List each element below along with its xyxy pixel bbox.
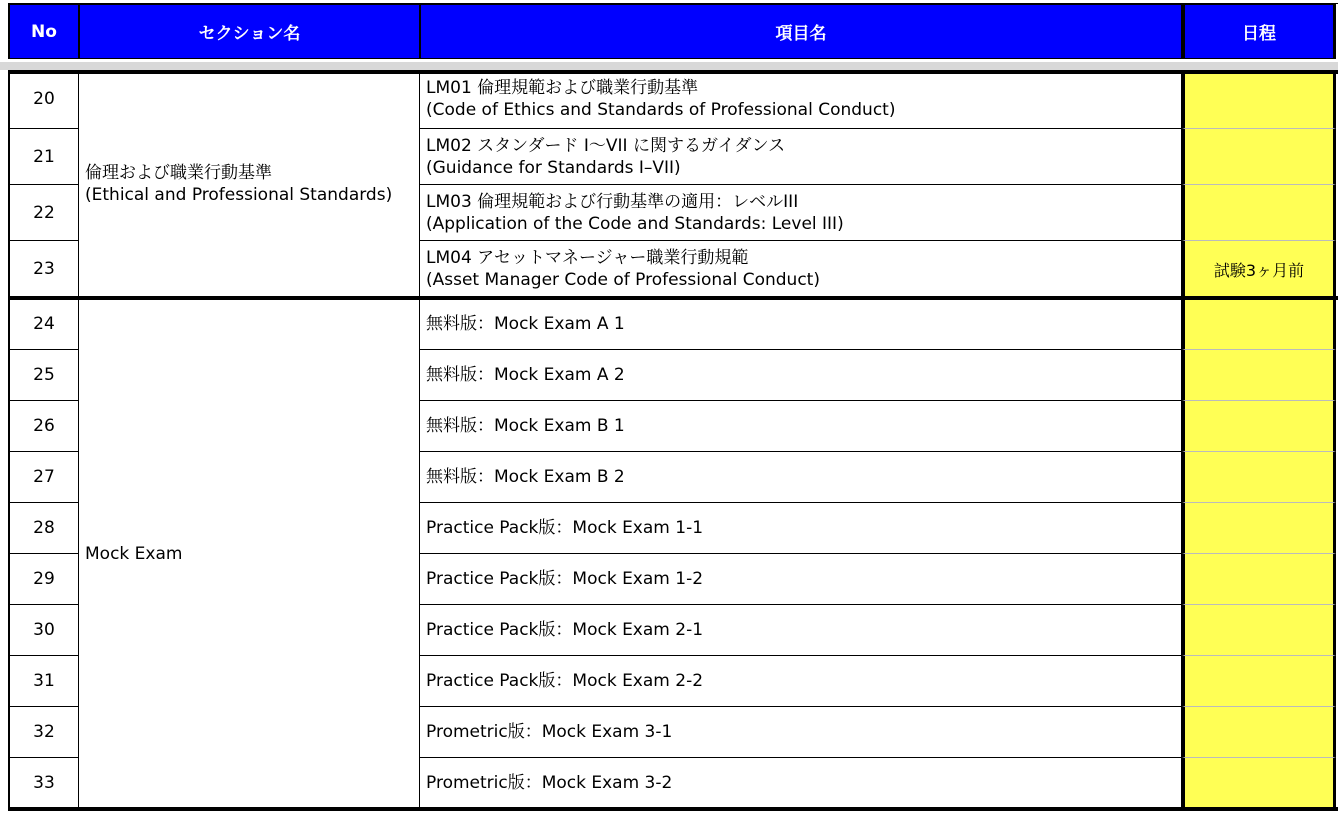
row-number[interactable]: 26	[8, 401, 79, 452]
schedule-cell[interactable]	[1182, 656, 1336, 707]
row-number[interactable]: 30	[8, 605, 79, 656]
item-title: 無料版：Mock Exam B 1	[426, 416, 625, 436]
item-cell[interactable]	[420, 707, 1182, 758]
schedule-cell[interactable]	[1182, 350, 1336, 401]
item-cell[interactable]	[420, 554, 1182, 605]
item-cell[interactable]	[420, 758, 1182, 809]
section-cell-ethics[interactable]	[79, 70, 420, 298]
section-name-ja: Mock Exam	[85, 543, 183, 564]
item-cell[interactable]	[420, 605, 1182, 656]
section-divider	[8, 807, 1338, 811]
top-thick-border	[8, 70, 1338, 74]
item-title: LM03 倫理規範および行動基準の適用：レベルIII	[426, 191, 799, 212]
row-number[interactable]: 33	[8, 758, 79, 809]
schedule-cell[interactable]	[1182, 298, 1336, 350]
schedule-cell[interactable]	[1182, 401, 1336, 452]
item-cell[interactable]	[420, 129, 1182, 185]
schedule-cell[interactable]	[1182, 70, 1336, 129]
section-name-en: (Ethical and Professional Standards)	[85, 185, 393, 205]
schedule-cell[interactable]	[1182, 758, 1336, 809]
item-cell[interactable]	[420, 656, 1182, 707]
row-number[interactable]: 23	[8, 241, 79, 298]
row-number[interactable]: 25	[8, 350, 79, 401]
header-gap	[0, 62, 1338, 70]
item-subtitle: (Asset Manager Code of Professional Conduct)	[426, 270, 820, 290]
item-subtitle: (Code of Ethics and Standards of Professional Conduct)	[426, 100, 896, 120]
table-header	[0, 0, 1338, 62]
item-title: Practice Pack版：Mock Exam 2-1	[426, 620, 704, 640]
item-title: 無料版：Mock Exam A 1	[426, 313, 625, 334]
item-title: LM02 スタンダード I〜VII に関するガイダンス	[426, 135, 786, 156]
header-schedule[interactable]: 日程	[1182, 4, 1336, 59]
row-number[interactable]: 31	[8, 656, 79, 707]
item-cell[interactable]	[420, 70, 1182, 129]
schedule-cell[interactable]	[1182, 554, 1336, 605]
item-title: LM01 倫理規範および職業行動基準	[426, 78, 699, 98]
item-cell[interactable]	[420, 452, 1182, 503]
row-number[interactable]: 29	[8, 554, 79, 605]
row-number[interactable]: 24	[8, 298, 79, 350]
item-cell[interactable]	[420, 350, 1182, 401]
item-subtitle: (Application of the Code and Standards: Level III)	[426, 213, 844, 234]
spreadsheet-grid	[0, 70, 1338, 814]
schedule-cell[interactable]	[1182, 707, 1336, 758]
item-cell[interactable]	[420, 298, 1182, 350]
item-title: Practice Pack版：Mock Exam 1-2	[426, 569, 704, 589]
row-number[interactable]: 22	[8, 185, 79, 241]
row-number[interactable]: 32	[8, 707, 79, 758]
schedule-cell[interactable]	[1182, 185, 1336, 241]
section-divider	[8, 296, 1338, 300]
row-number[interactable]: 27	[8, 452, 79, 503]
schedule-cell[interactable]: 試験3ヶ月前	[1182, 241, 1336, 298]
item-title: LM04 アセットマネージャー職業行動規範	[426, 248, 749, 268]
row-number[interactable]: 21	[8, 129, 79, 185]
item-subtitle: (Guidance for Standards I–VII)	[426, 157, 681, 178]
item-title: Prometric版：Mock Exam 3-2	[426, 773, 673, 793]
item-title: 無料版：Mock Exam B 2	[426, 467, 625, 487]
item-cell[interactable]	[420, 503, 1182, 554]
item-title: Practice Pack版：Mock Exam 2-2	[426, 671, 704, 691]
schedule-cell[interactable]	[1182, 452, 1336, 503]
header-item-name[interactable]: 項目名	[420, 4, 1182, 59]
item-cell[interactable]	[420, 241, 1182, 298]
item-title: 無料版：Mock Exam A 2	[426, 365, 625, 385]
schedule-cell[interactable]	[1182, 503, 1336, 554]
section-name-ja: 倫理および職業行動基準	[85, 163, 272, 183]
schedule-cell[interactable]	[1182, 129, 1336, 185]
schedule-cell[interactable]	[1182, 605, 1336, 656]
item-cell[interactable]	[420, 185, 1182, 241]
header-no[interactable]: No	[8, 4, 79, 59]
section-cell-mock-exam[interactable]	[79, 298, 420, 809]
item-title: Practice Pack版：Mock Exam 1-1	[426, 518, 704, 538]
row-number[interactable]: 20	[8, 70, 79, 129]
row-number[interactable]: 28	[8, 503, 79, 554]
item-title: Prometric版：Mock Exam 3-1	[426, 722, 673, 742]
item-cell[interactable]	[420, 401, 1182, 452]
header-section-name[interactable]: セクション名	[79, 4, 420, 59]
